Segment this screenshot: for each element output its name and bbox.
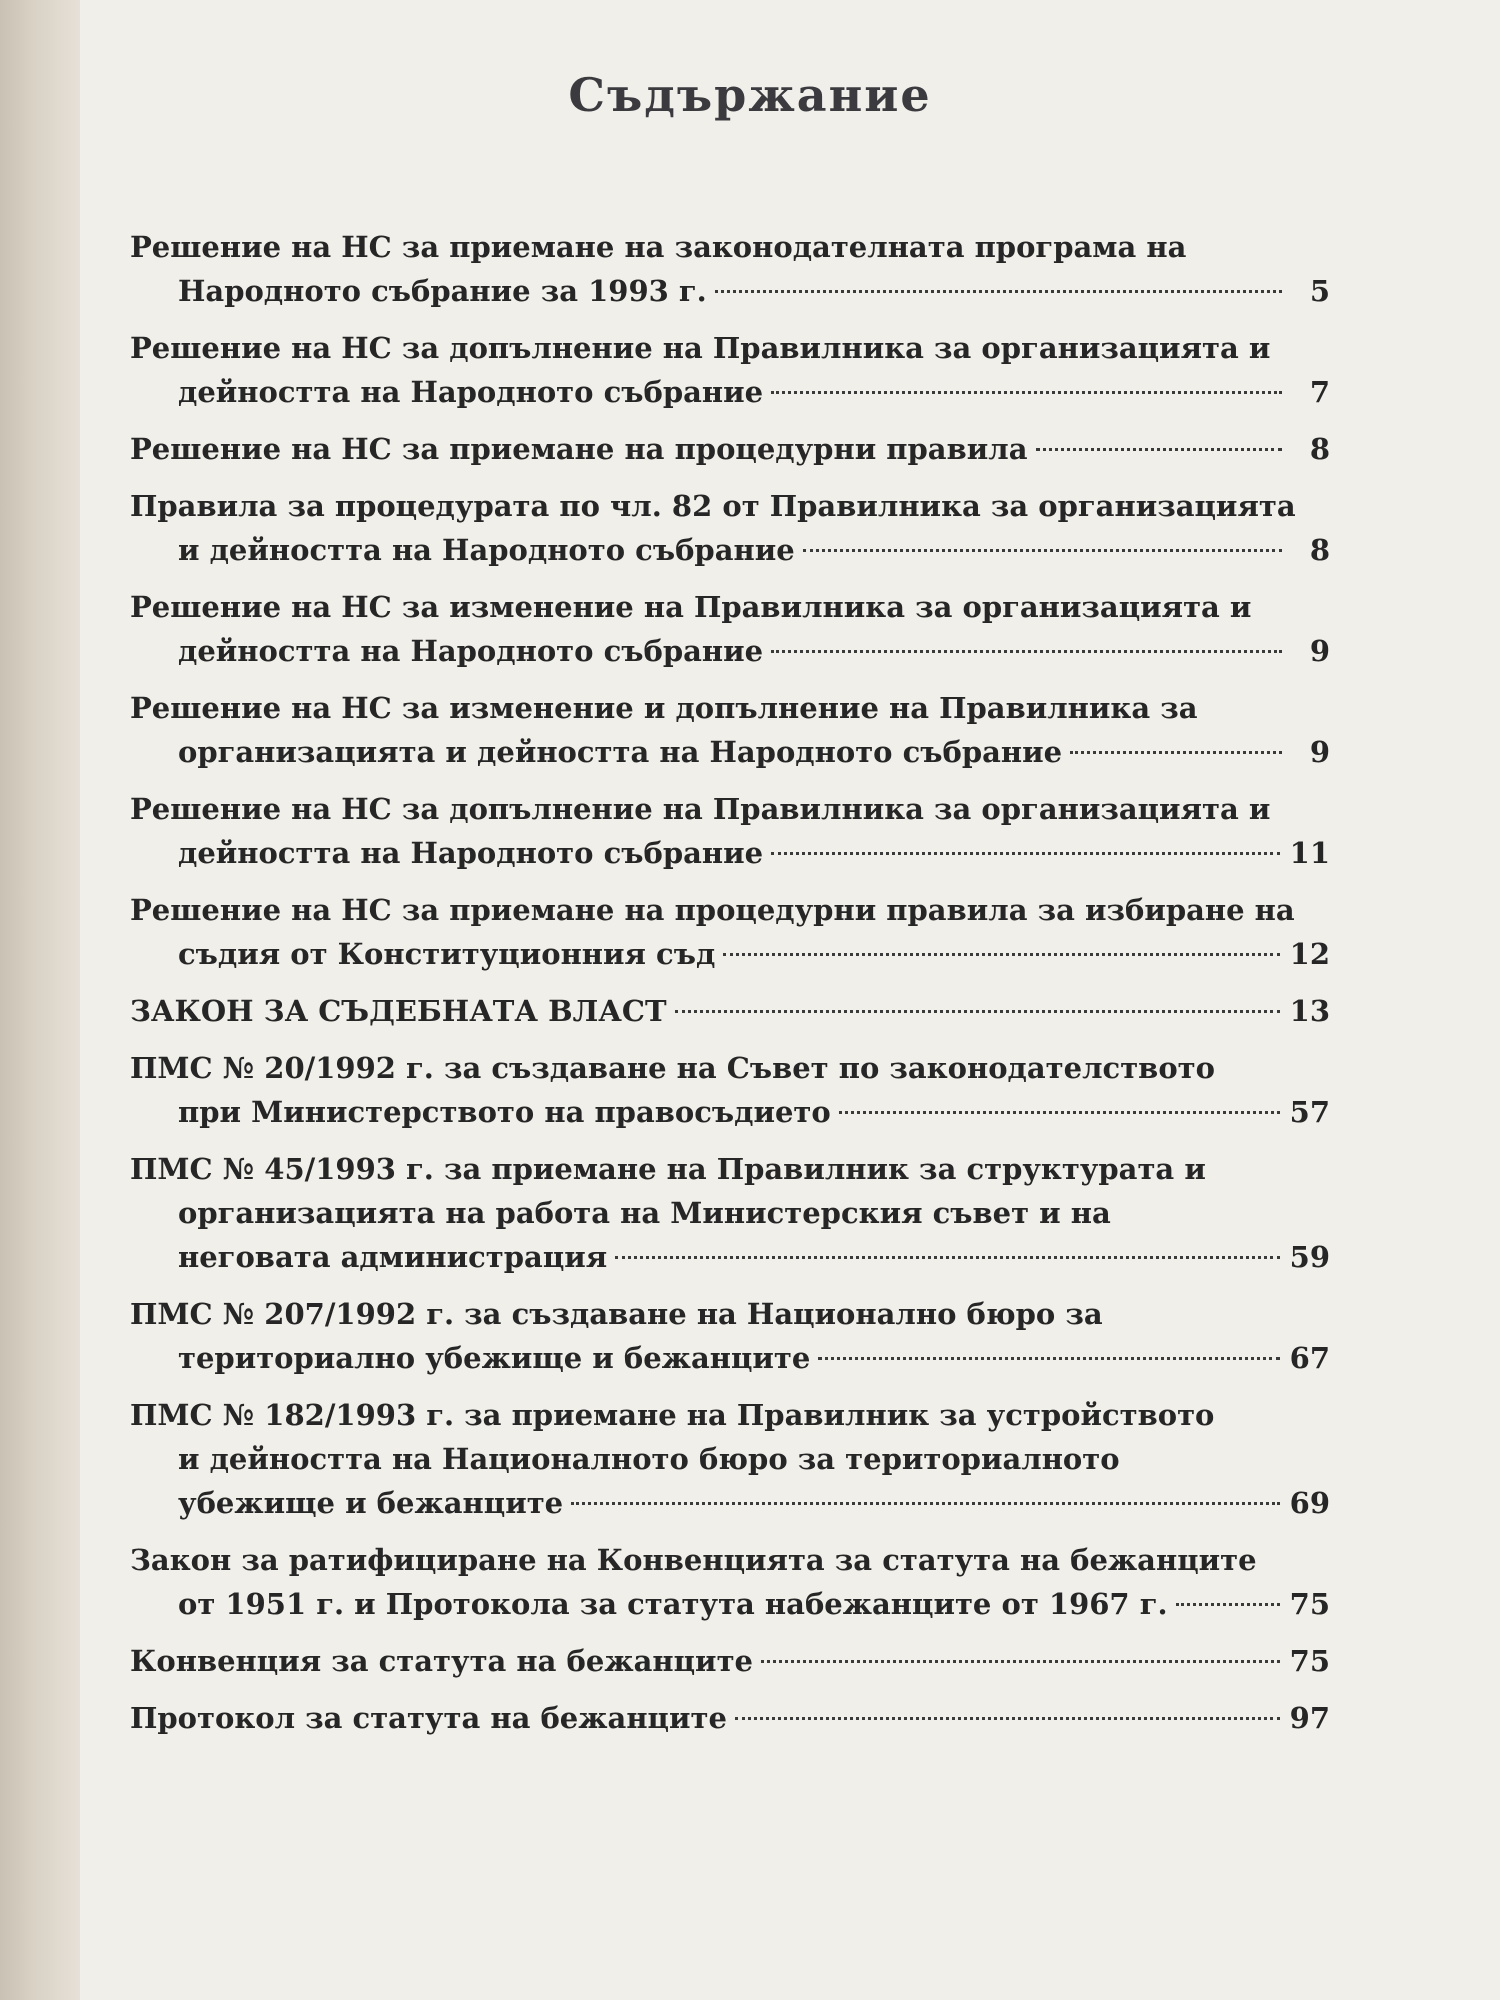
toc-entry-line: организацията и дейността на Народното събрание	[178, 735, 1063, 769]
toc-page-number: 69	[1289, 1486, 1330, 1520]
toc-entry	[130, 585, 1330, 673]
toc-entry-last-line	[130, 932, 1330, 976]
toc-entry	[130, 686, 1330, 774]
table-of-contents	[130, 225, 1330, 1753]
toc-entry-line: ЗАКОН ЗА СЪДЕБНАТА ВЛАСТ	[130, 994, 667, 1028]
dot-leader	[1070, 751, 1282, 754]
toc-entry	[130, 1393, 1330, 1525]
toc-entry-line: Решение на НС за приемане на процедурни правила	[130, 432, 1028, 466]
toc-entry-line: убежище и бежанците	[178, 1486, 564, 1520]
toc-entry-last-line	[130, 427, 1330, 471]
toc-entry-line: от 1951 г. и Протокола за статута набежанците от 1967 г.	[178, 1587, 1168, 1621]
toc-entry	[130, 888, 1330, 976]
dot-leader	[818, 1357, 1279, 1360]
toc-entry-line: Правила за процедурата по чл. 82 от Правилника за организацията	[130, 489, 1296, 523]
toc-page-number: 13	[1289, 994, 1330, 1028]
toc-entry-line: и дейността на Националното бюро за териториалното	[178, 1442, 1120, 1476]
toc-entry-last-line	[130, 831, 1330, 875]
toc-page-number: 57	[1289, 1095, 1330, 1129]
toc-page-number: 59	[1289, 1240, 1330, 1274]
toc-entry-line: Решение на НС за изменение на Правилника за организацията и	[130, 590, 1252, 624]
toc-entry	[130, 1639, 1330, 1683]
toc-entry-last-line	[130, 989, 1330, 1033]
dot-leader	[723, 953, 1279, 956]
toc-entry	[130, 1292, 1330, 1380]
toc-entry-last-line	[130, 1481, 1330, 1525]
dot-leader	[735, 1717, 1280, 1720]
dot-leader	[571, 1502, 1280, 1505]
toc-entry-line: дейността на Народното събрание	[178, 634, 764, 668]
toc-entry-line: Решение на НС за приемане на законодателната програма на	[130, 230, 1187, 264]
toc-entry-last-line	[130, 1582, 1330, 1626]
dot-leader	[771, 391, 1282, 394]
dot-leader	[675, 1010, 1280, 1013]
dot-leader	[771, 650, 1282, 653]
dot-leader	[771, 852, 1280, 855]
toc-page-number: 8	[1309, 533, 1330, 567]
dot-leader	[803, 549, 1282, 552]
dot-leader	[615, 1256, 1279, 1259]
toc-entry	[130, 1538, 1330, 1626]
toc-entry	[130, 484, 1330, 572]
toc-entry	[130, 1046, 1330, 1134]
toc-entry	[130, 787, 1330, 875]
toc-entry-line: Решение на НС за изменение и допълнение на Правилника за	[130, 691, 1198, 725]
dot-leader	[761, 1660, 1280, 1663]
toc-entry-line: ПМС № 20/1992 г. за създаване на Съвет по законодателството	[130, 1051, 1215, 1085]
page-title: Съдържание	[568, 68, 932, 122]
toc-entry-line: Конвенция за статута на бежанците	[130, 1644, 753, 1678]
toc-entry-line: дейността на Народното събрание	[178, 836, 764, 870]
toc-entry-last-line	[130, 1639, 1330, 1683]
toc-entry-last-line	[130, 1696, 1330, 1740]
toc-page-number: 12	[1289, 937, 1330, 971]
toc-entry	[130, 225, 1330, 313]
toc-entry-line: неговата администрация	[178, 1240, 608, 1274]
toc-entry-last-line	[130, 528, 1330, 572]
toc-entry-line: при Министерството на правосъдието	[178, 1095, 831, 1129]
toc-entry	[130, 1147, 1330, 1279]
dot-leader	[1176, 1603, 1280, 1606]
toc-entry-last-line	[130, 1235, 1330, 1279]
toc-page-number: 75	[1289, 1644, 1330, 1678]
toc-entry-line: съдия от Конституционния съд	[178, 937, 716, 971]
toc-entry-line: Решение на НС за допълнение на Правилника за организацията и	[130, 331, 1271, 365]
dot-leader	[715, 290, 1282, 293]
toc-entry-last-line	[130, 730, 1330, 774]
dot-leader	[1036, 448, 1283, 451]
toc-page-number: 8	[1309, 432, 1330, 466]
toc-entry-last-line	[130, 1090, 1330, 1134]
toc-entry-line: дейността на Народното събрание	[178, 375, 764, 409]
toc-entry-line: териториално убежище и бежанците	[178, 1341, 811, 1375]
toc-entry	[130, 989, 1330, 1033]
toc-entry-line: и дейността на Народното събрание	[178, 533, 795, 567]
toc-entry	[130, 1696, 1330, 1740]
toc-entry-line: ПМС № 182/1993 г. за приемане на Правилник за устройството	[130, 1398, 1215, 1432]
dot-leader	[839, 1111, 1280, 1114]
toc-page-number: 7	[1309, 375, 1330, 409]
toc-entry-last-line	[130, 370, 1330, 414]
toc-entry	[130, 427, 1330, 471]
toc-page-number: 11	[1289, 836, 1330, 870]
toc-entry-line: Протокол за статута на бежанците	[130, 1701, 727, 1735]
toc-entry-line: Закон за ратифициране на Конвенцията за статута на бежанците	[130, 1543, 1257, 1577]
toc-entry-line: Решение на НС за приемане на процедурни правила за избиране на	[130, 893, 1295, 927]
toc-entry-line: ПМС № 207/1992 г. за създаване на Национално бюро за	[130, 1297, 1103, 1331]
toc-entry-last-line	[130, 269, 1330, 313]
toc-entry-line: Народното събрание за 1993 г.	[178, 274, 707, 308]
toc-page-number: 9	[1309, 735, 1330, 769]
toc-entry-last-line	[130, 629, 1330, 673]
toc-page-number: 5	[1309, 274, 1330, 308]
toc-page-number: 75	[1289, 1587, 1330, 1621]
toc-page-number: 9	[1309, 634, 1330, 668]
toc-entry-line: организацията на работа на Министерския съвет и на	[178, 1196, 1111, 1230]
toc-page-number: 67	[1289, 1341, 1330, 1375]
toc-entry-line: Решение на НС за допълнение на Правилника за организацията и	[130, 792, 1271, 826]
toc-page-number: 97	[1289, 1701, 1330, 1735]
toc-entry-line: ПМС № 45/1993 г. за приемане на Правилник за структурата и	[130, 1152, 1206, 1186]
page-edge	[0, 0, 81, 2000]
toc-entry	[130, 326, 1330, 414]
toc-entry-last-line	[130, 1336, 1330, 1380]
